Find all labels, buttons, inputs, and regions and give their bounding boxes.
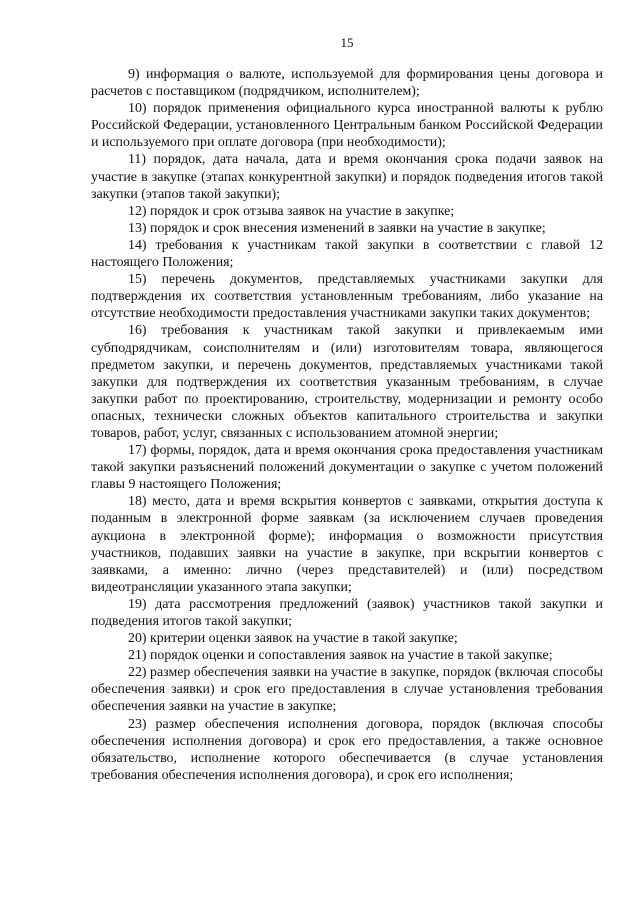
- list-item-16: 16) требования к участникам такой закупки и привлекаемым ими субподрядчикам, соисполнителям и (или) изготовителям товара, являющегося предметом закупки, и перечень документов, представляемых участниками такой закупки для подтверждения их соответствия указанным требованиям, в случае закупки работ по проектированию, строительству, модернизации и ремонту особо опасных, технически сложных объектов капитального строительства и закупки товаров, работ, услуг, связанных с использованием атомной энергии;: [91, 323, 603, 441]
- list-item-23: 23) размер обеспечения исполнения договора, порядок (включая способы обеспечения исполнения договора) и срок его предоставления, а также основное обязательство, исполнение которого обеспечивается (в случае установления требования обеспечения исполнения договора), и срок его исполнения;: [91, 716, 603, 783]
- list-item-12: 12) порядок и срок отзыва заявок на участие в закупке;: [128, 203, 455, 219]
- list-item-15: 15) перечень документов, представляемых участниками закупки для подтверждения их соответствия установленным требованиям, либо указание на отсутствие необходимости предоставления участниками закупки таких документов;: [91, 272, 603, 322]
- list-item-11: 11) порядок, дата начала, дата и время окончания срока подачи заявок на участие в закупке (этапах конкурентной закупки) и порядок подведения итогов такой закупки (этапов такой закупки);: [91, 152, 603, 202]
- list-item-21: 21) порядок оценки и сопоставления заявок на участие в такой закупке;: [128, 648, 553, 664]
- list-item-18: 18) место, дата и время вскрытия конвертов с заявками, открытия доступа к поданным в электронной форме заявкам (за исключением случаев проведения аукциона в электронной форме); информация о возможности присутствия участников, подавших заявки на участие в закупке, при вскрытии конвертов с заявками, а именно: лично (через представителей) и (или) посредством видеотрансляции указанного этапа закупки;: [91, 494, 603, 595]
- list-item-20: 20) критерии оценки заявок на участие в такой закупке;: [128, 631, 458, 647]
- list-item-14: 14) требования к участникам такой закупки в соответствии с главой 12 настоящего Положения;: [91, 237, 603, 271]
- list-item-10: 10) порядок применения официального курса иностранной валюты к рублю Российской Федерации, установленного Центральным банком Российской Федерации и используемого при оплате договора (при необходимости);: [91, 101, 603, 151]
- list-item-22: 22) размер обеспечения заявки на участие в закупке, порядок (включая способы обеспечения заявки) и срок его предоставления в случае установления требования обеспечения заявки на участие в закупке;: [91, 665, 603, 715]
- list-item-13: 13) порядок и срок внесения изменений в заявки на участие в закупке;: [128, 220, 546, 236]
- list-item-9: 9) информация о валюте, используемой для формирования цены договора и расчетов с поставщиком (подрядчиком, исполнителем);: [91, 67, 603, 100]
- list-item-17: 17) формы, порядок, дата и время окончания срока предоставления участникам такой закупки разъяснений положений документации о закупке с учетом положений главы 9 настоящего Положения;: [91, 443, 603, 493]
- page-number: 15: [340, 35, 354, 50]
- list-item-19: 19) дата рассмотрения предложений (заявок) участников такой закупки и подведения итогов такой закупки;: [91, 596, 603, 629]
- document-body: [91, 66, 603, 784]
